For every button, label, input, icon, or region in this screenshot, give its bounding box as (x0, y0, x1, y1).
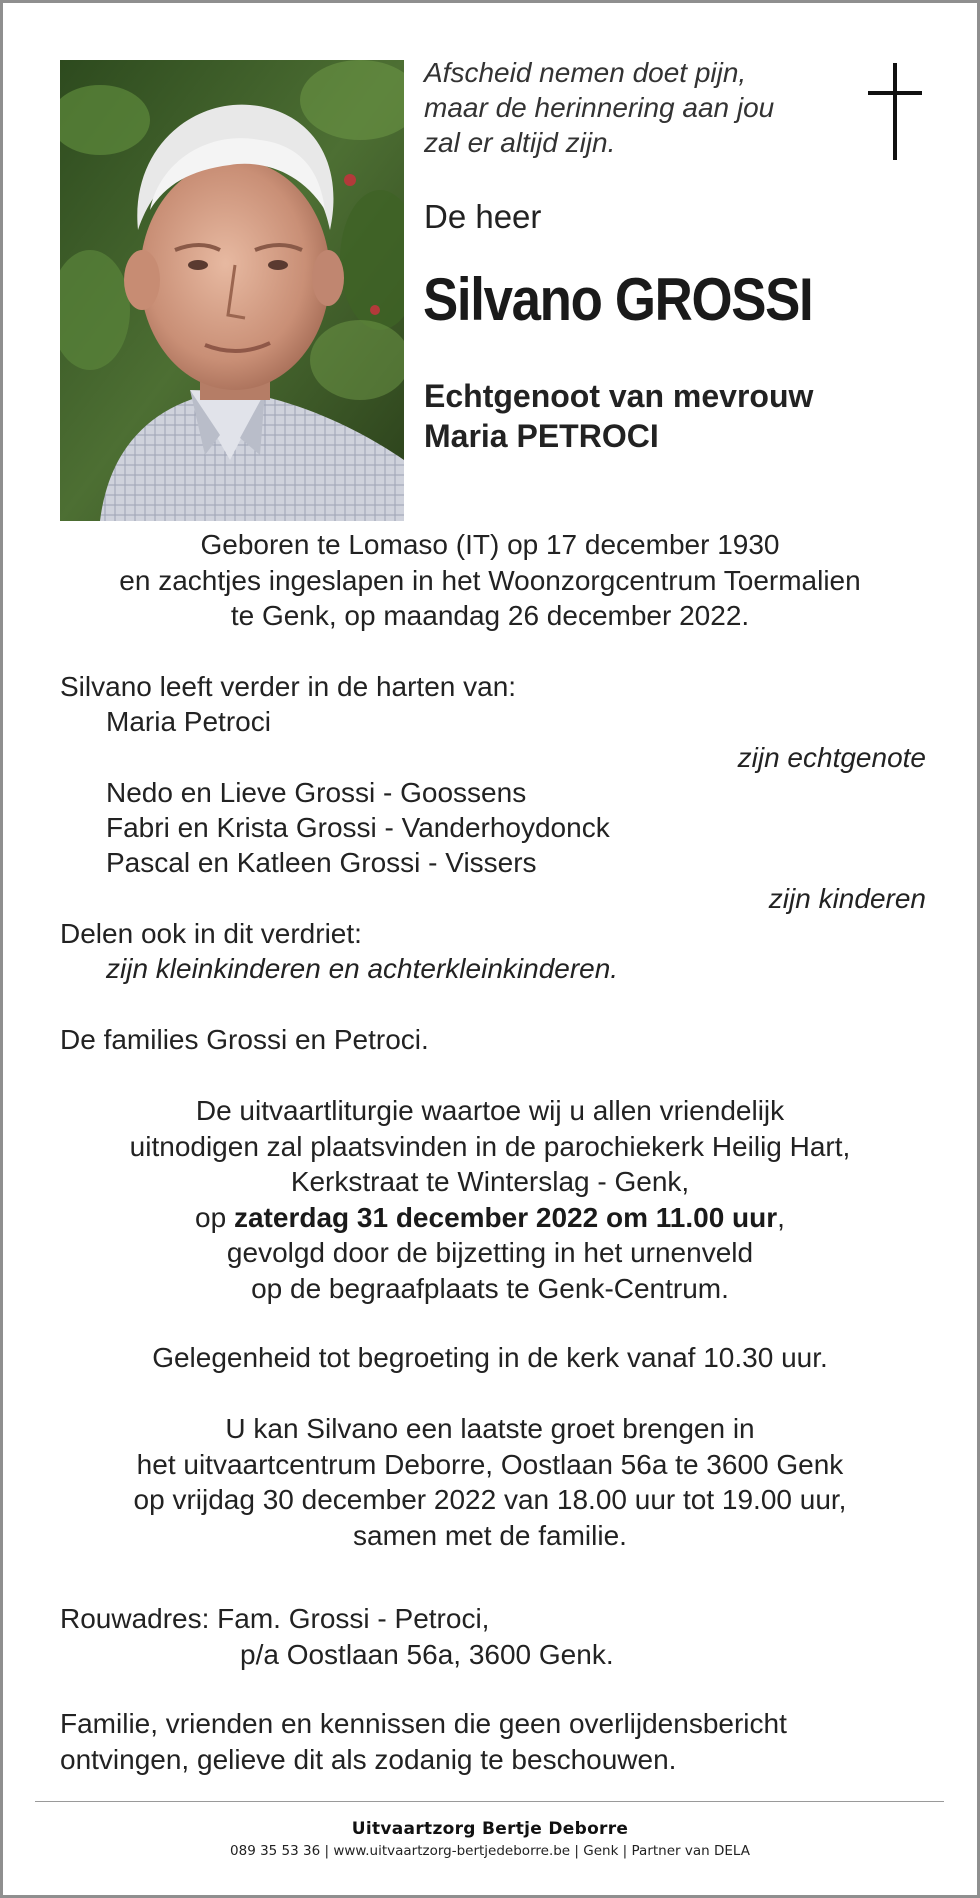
birth-death-info (3, 527, 977, 634)
spouse-info (424, 376, 813, 456)
address-line: Rouwadres: Fam. Grossi - Petroci, (60, 1603, 490, 1634)
grandchildren-line: zijn kleinkinderen en achterkleinkinderen. (106, 953, 619, 985)
spouse-line: Echtgenoot van mevrouw (424, 378, 814, 414)
notice-text (60, 1706, 787, 1778)
ceremony-date: zaterdag 31 december 2022 om 11.00 uur (233, 1201, 778, 1233)
child-line: Fabri en Krista Grossi - Vanderhoydonck (106, 812, 610, 844)
footer-divider (35, 1801, 944, 1802)
motto-line: Afscheid nemen doet pijn, (424, 57, 747, 88)
ceremony-line: uitnodigen zal plaatsvinden in de parochiekerk Heilig Hart, (129, 1130, 851, 1162)
date-prefix: op (195, 1201, 234, 1233)
spouse-line: Maria PETROCI (424, 418, 659, 454)
mourning-address (60, 1601, 614, 1673)
share-intro: Delen ook in dit verdriet: (60, 918, 362, 950)
honorific: De heer (424, 198, 542, 235)
spouse-name: Maria Petroci (106, 706, 271, 738)
ceremony-line: Kerkstraat te Winterslag - Genk, (290, 1166, 690, 1197)
date-suffix: , (777, 1201, 785, 1233)
ceremony-line: De uitvaartliturgie waartoe wij u allen vriendelijk (195, 1095, 785, 1126)
deceased-name: Silvano GROSSI (423, 266, 813, 333)
motto-line: zal er altijd zijn. (424, 127, 616, 158)
birth-line: en zachtjes ingeslapen in het Woonzorgcentrum Toermalien (119, 564, 861, 596)
motto-line: maar de herinnering aan jou (424, 92, 775, 123)
notice-line: Familie, vrienden en kennissen die geen overlijdensbericht (60, 1708, 787, 1739)
spouse-role: zijn echtgenote (737, 741, 926, 773)
visit-line: U kan Silvano een laatste groet brengen in (225, 1413, 755, 1444)
ceremony-line: op de begraafplaats te Genk-Centrum. (251, 1272, 729, 1304)
visit-line: samen met de familie. (353, 1519, 627, 1551)
greeting-info: Gelegenheid tot begroeting in de kerk vanaf 10.30 uur. (152, 1342, 828, 1373)
address-line: p/a Oostlaan 56a, 3600 Genk. (240, 1639, 614, 1670)
latin-cross-icon (865, 63, 925, 163)
birth-line: te Genk, op maandag 26 december 2022. (230, 600, 750, 631)
child-line: Pascal en Katleen Grossi - Vissers (106, 847, 537, 879)
funeral-home-name: Uitvaartzorg Bertje Deborre (351, 1819, 629, 1839)
survivors-section (60, 669, 926, 1057)
children-role: zijn kinderen (768, 882, 926, 914)
visit-line: op vrijdag 30 december 2022 van 18.00 uur tot 19.00 uur, (133, 1484, 847, 1515)
families-line: De families Grossi en Petroci. (60, 1023, 429, 1055)
spacer (60, 987, 926, 1022)
ceremony-date-line (3, 1200, 977, 1236)
notice-line: ontvingen, gelieve dit als zodanig te beschouwen. (60, 1744, 677, 1775)
visit-line: het uitvaartcentrum Deborre, Oostlaan 56a te 3600 Genk (136, 1448, 844, 1480)
motto-quote (424, 55, 844, 160)
portrait-photo (60, 60, 404, 521)
child-line: Nedo en Lieve Grossi - Goossens (106, 776, 527, 808)
birth-line: Geboren te Lomaso (IT) op 17 december 1930 (200, 529, 780, 560)
visit-info (3, 1411, 977, 1553)
survivors-intro: Silvano leeft verder in de harten van: (60, 671, 517, 702)
funeral-home-contact: 089 35 53 36 | www.uitvaartzorg-bertjedeborre.be | Genk | Partner van DELA (230, 1843, 750, 1859)
ceremony-line: gevolgd door de bijzetting in het urnenveld (226, 1237, 754, 1268)
ceremony-info (3, 1093, 977, 1306)
portrait-image (60, 60, 404, 521)
